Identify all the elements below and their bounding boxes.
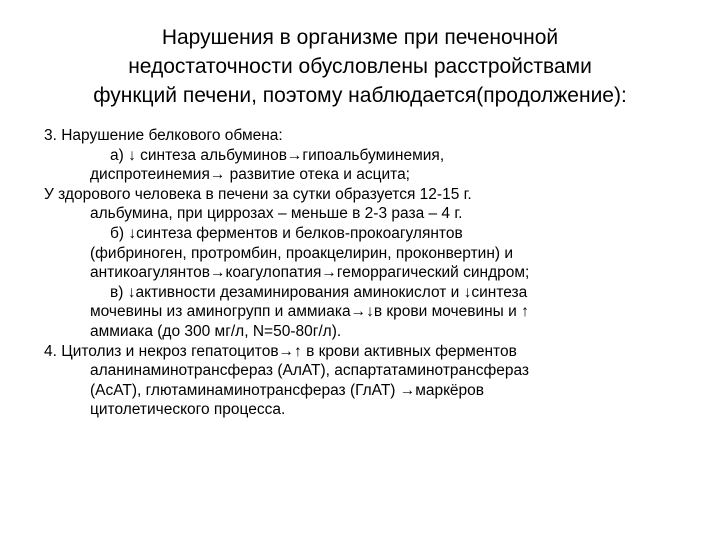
body-line: б) ↓синтеза ферментов и белков-прокоагулянтов — [110, 224, 463, 242]
body-line: (фибриноген, протромбин, проакцелирин, проконвертин) и — [90, 244, 514, 262]
body-line: альбумина, при циррозах – меньше в 2-3 раза – 4 г. — [90, 205, 463, 223]
title-line-3: функций печени, поэтому наблюдается(продолжение): — [93, 84, 627, 107]
body-line: аланинаминотрансфераз (АлАТ), аспартатаминотрансфераз — [90, 362, 530, 380]
body-line: цитолетического процесса. — [90, 401, 286, 419]
body-line: антикоагулянтов→коагулопатия→геморрагический синдром; — [90, 264, 530, 282]
body-line: 4. Цитолиз и некроз гепатоцитов→↑ в крови активных ферментов — [44, 342, 517, 360]
slide-body — [44, 126, 704, 420]
body-line: (АсАТ), глютаминаминотрансфераз (ГлАТ) →маркёров — [90, 381, 485, 399]
body-line: в) ↓активности дезаминирования аминокислот и ↓синтеза — [110, 283, 528, 301]
body-line: 3. Нарушение белкового обмена: — [44, 127, 283, 144]
title-line-2: недостаточности обусловлены расстройствами — [128, 55, 592, 78]
body-line: диспротеинемия→ развитие отека и асцита; — [90, 166, 410, 184]
body-line: а) ↓ синтеза альбуминов→гипоальбуминемия, — [110, 146, 445, 164]
title-line-1: Нарушения в организме при печеночной — [161, 26, 559, 49]
body-line: мочевины из аминогрупп и аммиака→↓в крови мочевины и ↑ — [90, 303, 529, 321]
body-line: аммиака (до 300 мг/л, N=50-80г/л). — [90, 322, 342, 340]
body-line: У здорового человека в печени за сутки образуется 12-15 г. — [44, 185, 472, 203]
slide-title — [30, 23, 690, 110]
